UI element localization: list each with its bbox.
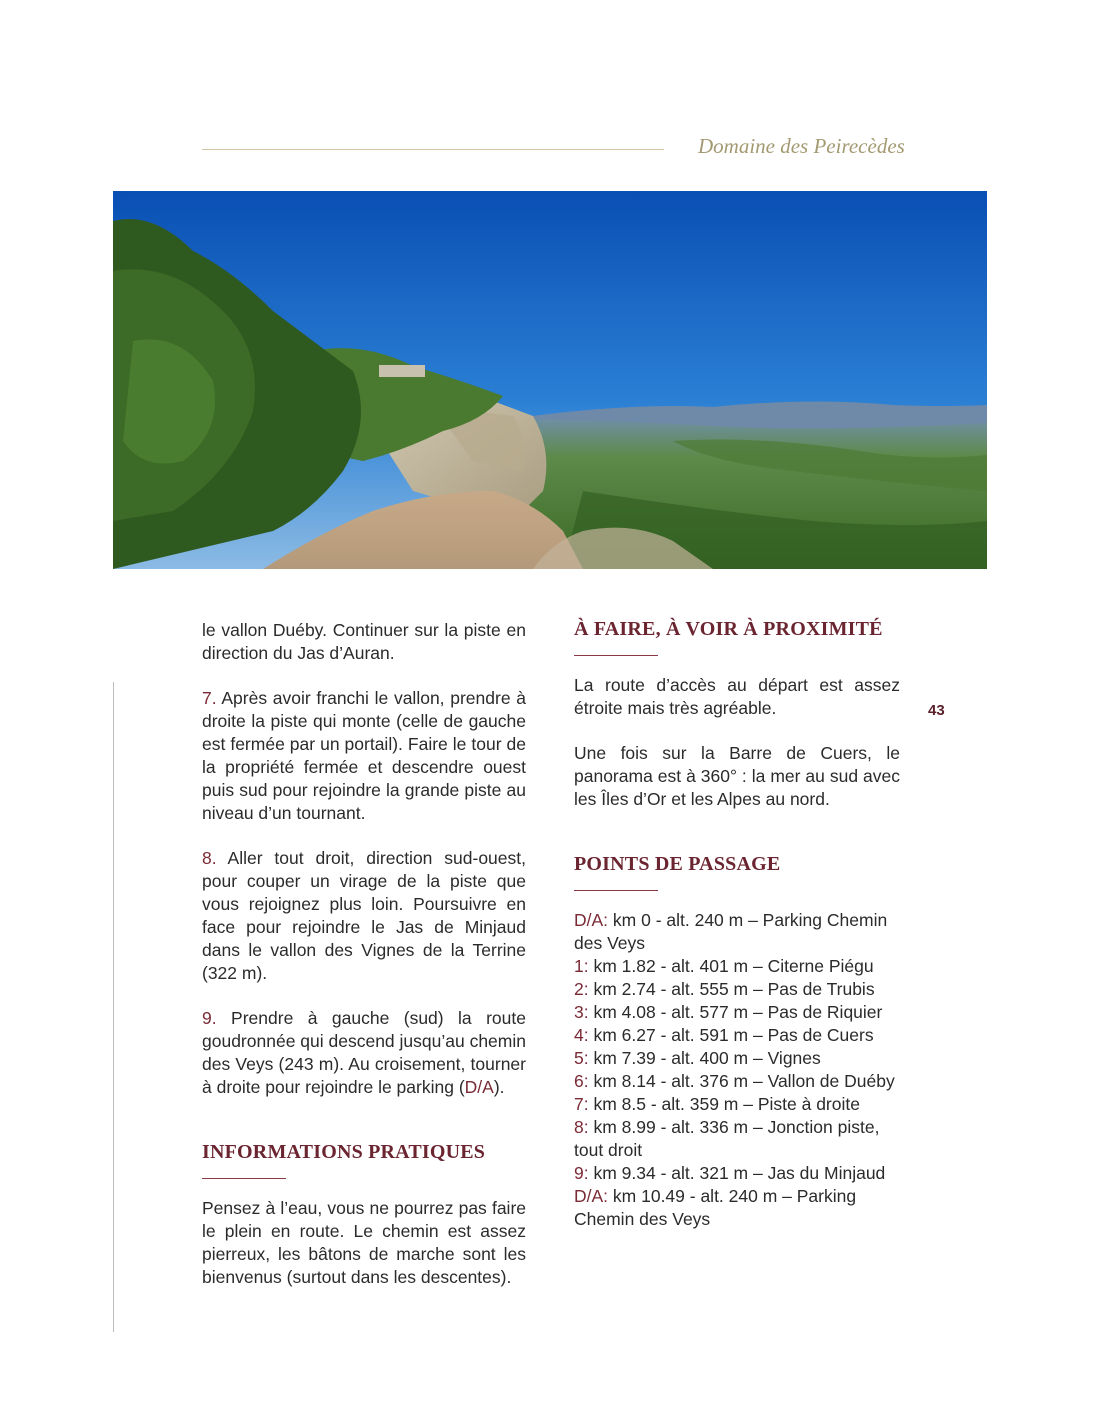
list-item bbox=[574, 1185, 900, 1231]
waypoint-text: km 4.08 - alt. 577 m – Pas de Riquier bbox=[588, 1002, 883, 1022]
list-item bbox=[574, 955, 900, 978]
waypoint-text: km 9.34 - alt. 321 m – Jas du Minjaud bbox=[588, 1163, 886, 1183]
list-item bbox=[574, 1162, 900, 1185]
waypoint-text: km 2.74 - alt. 555 m – Pas de Trubis bbox=[588, 979, 875, 999]
waypoints-heading: POINTS DE PASSAGE bbox=[574, 853, 781, 875]
info-heading: INFORMATIONS PRATIQUES bbox=[202, 1141, 486, 1163]
waypoint-code: 4: bbox=[574, 1025, 589, 1045]
left-column bbox=[202, 619, 526, 1289]
step-text: Aller tout droit, direction sud-ouest, pour couper un virage de la piste que vous rejoignez plus loin. Poursuivre en face pour rejoindre le Jas de Minjaud dans le vallon des Vignes de la Terrine (322 m). bbox=[202, 848, 526, 983]
margin-rule bbox=[113, 682, 114, 1332]
list-item bbox=[574, 978, 900, 1001]
list-item bbox=[574, 1093, 900, 1116]
waypoint-code: 6: bbox=[574, 1071, 589, 1091]
info-paragraph: Pensez à l’eau, vous ne pourrez pas faire le plein en route. Le chemin est assez pierreux, les bâtons de marche sont les bienvenus (surtout dans les descentes). bbox=[202, 1198, 526, 1287]
step-number: 8. bbox=[202, 848, 217, 868]
ruin bbox=[379, 365, 425, 377]
start-code: D/A bbox=[464, 1077, 494, 1097]
list-item bbox=[574, 909, 900, 955]
waypoint-code: 8: bbox=[574, 1117, 589, 1137]
step-text-end: ). bbox=[493, 1077, 505, 1097]
waypoint-text: km 0 - alt. 240 m – Parking Chemin des Veys bbox=[574, 910, 888, 953]
waypoint-text: km 6.27 - alt. 591 m – Pas de Cuers bbox=[588, 1025, 874, 1045]
page-number: 43 bbox=[928, 702, 945, 719]
waypoint-code: 1: bbox=[574, 956, 589, 976]
waypoint-text: km 10.49 - alt. 240 m – Parking Chemin des Veys bbox=[574, 1186, 857, 1229]
running-title: Domaine des Peirecèdes bbox=[698, 134, 905, 158]
waypoint-text: km 1.82 - alt. 401 m – Citerne Piégu bbox=[588, 956, 874, 976]
continuation-paragraph: le vallon Duéby. Continuer sur la piste en direction du Jas d’Auran. bbox=[202, 620, 526, 663]
nearby-paragraph-1: La route d’accès au départ est assez étroite mais très agréable. bbox=[574, 675, 900, 718]
list-item bbox=[574, 1070, 900, 1093]
waypoint-code: D/A: bbox=[574, 910, 609, 930]
nearby-heading: À FAIRE, À VOIR À PROXIMITÉ bbox=[574, 618, 883, 640]
step-number: 9. bbox=[202, 1008, 217, 1028]
waypoint-text: km 8.14 - alt. 376 m – Vallon de Duéby bbox=[588, 1071, 895, 1091]
waypoint-code: 2: bbox=[574, 979, 589, 999]
waypoint-text: km 8.5 - alt. 359 m – Piste à droite bbox=[588, 1094, 860, 1114]
heading-rule bbox=[202, 1178, 286, 1179]
step-text: Prendre à gauche (sud) la route goudronnée qui descend jusqu’au chemin des Veys (243 m). Au croisement, tourner à droite pour rejoindre le parking ( bbox=[202, 1008, 526, 1097]
landscape-photo bbox=[113, 191, 987, 569]
step-text: Après avoir franchi le vallon, prendre à droite la piste qui monte (celle de gauche est fermée par un portail). Faire le tour de la propriété fermée et descendre ouest puis sud pour rejoindre la grande piste au niveau d’un tournant. bbox=[202, 688, 526, 823]
landscape-illustration bbox=[113, 191, 987, 569]
step-8 bbox=[202, 847, 526, 985]
waypoint-code: 7: bbox=[574, 1094, 589, 1114]
waypoint-text: km 8.99 - alt. 336 m – Jonction piste, tout droit bbox=[574, 1117, 880, 1160]
right-column bbox=[574, 616, 900, 1231]
waypoint-text: km 7.39 - alt. 400 m – Vignes bbox=[588, 1048, 821, 1068]
waypoint-code: 9: bbox=[574, 1163, 589, 1183]
nearby-paragraph-2: Une fois sur la Barre de Cuers, le panorama est à 360° : la mer au sud avec les Îles d’Or et les Alpes au nord. bbox=[574, 743, 900, 809]
waypoint-code: 3: bbox=[574, 1002, 589, 1022]
waypoint-code: D/A: bbox=[574, 1186, 609, 1206]
waypoint-code: 5: bbox=[574, 1048, 589, 1068]
step-7 bbox=[202, 687, 526, 825]
waypoints-list bbox=[574, 909, 900, 1231]
list-item bbox=[574, 1001, 900, 1024]
list-item bbox=[574, 1047, 900, 1070]
list-item bbox=[574, 1116, 900, 1162]
step-9 bbox=[202, 1007, 526, 1099]
step-number: 7. bbox=[202, 688, 217, 708]
header-rule bbox=[202, 149, 664, 150]
heading-rule bbox=[574, 890, 658, 891]
heading-rule bbox=[574, 655, 658, 656]
list-item bbox=[574, 1024, 900, 1047]
